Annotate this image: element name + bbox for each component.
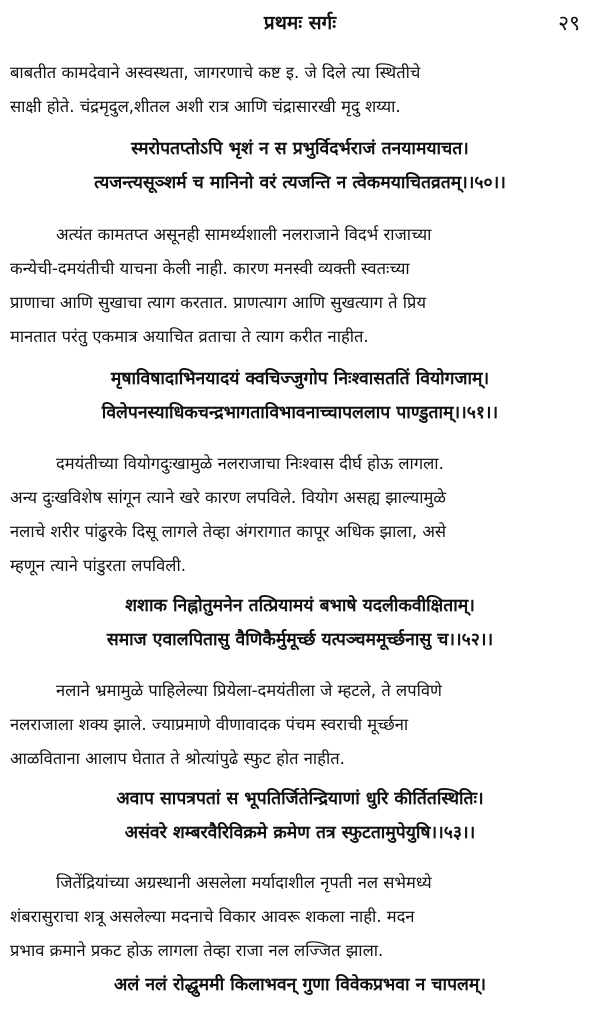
prose-line: अन्य दुःखविशेष सांगून त्याने खरे कारण लपविले. वियोग असह्य झाल्यामुळे [10,488,446,507]
prose-line: म्हणून त्याने पांडुरता लपविली. [10,556,186,575]
prose-line: शंबरासुराचा शत्रू असलेल्या मदनाचे विकार आवरू शकला नाही. मदन [10,907,415,926]
verse-51 [0,362,600,430]
prose-paragraph [0,218,600,354]
prose-line: आळविताना आलाप घेतात ते श्रोत्यांपुढे स्फुट होत नाहीत. [10,749,345,768]
page-header [0,6,600,40]
prose-line: नलाने भ्रमामुळे पाहिलेल्या प्रियेला-दमयंतीला जे म्हटले, ते लपविणे [56,681,442,700]
verse-54 [0,968,600,1002]
prose-line: बाबतीत कामदेवाने अस्वस्थता, जागरणाचे कष्ट इ. जे दिले त्या स्थितीचे [10,63,421,82]
verse-line: मृषाविषादाभिनयादयं क्वचिज्जुगोप निःश्वासततिं वियोगजाम्। [110,369,490,389]
prose-line: साक्षी होते. चंद्रमृदुल,शीतल अशी रात्र आणि चंद्रासारखी मृदु शय्या. [10,97,401,116]
page-number: २९ [558,11,580,35]
prose-line: दमयंतीच्या वियोगदुःखामुळे नलराजाचा निःश्वास दीर्घ होऊ लागला. [56,454,444,473]
prose-paragraph [0,56,600,124]
verse-line: शशाक निह्नोतुमनेन तत्प्रियामयं बभाषे यदलीकवीक्षिताम्। [125,596,475,616]
verse-line: अवाप सापत्रपतां स भूपतिर्जितेन्द्रियाणां धुरि कीर्तितस्थितिः। [116,789,484,809]
prose-paragraph [0,447,600,583]
prose-line: अत्यंत कामतप्त असूनही सामर्थ्यशाली नलराजाने विदर्भ राजाच्या [56,225,432,244]
verse-line: त्यजन्त्यसूञ्शर्म च मानिनो वरं त्यजन्ति न त्वेकमयाचितव्रतम्।।५०।। [94,173,506,193]
verse-line: विलेपनस्याधिकचन्द्रभागताविभावनाच्चापललाप पाण्डुताम्।।५१।। [101,403,499,423]
verse-line: स्मरोपतप्तोऽपि भृशं न स प्रभुर्विदर्भराजं तनयामयाचत। [131,139,469,159]
verse-53 [0,782,600,850]
verse-line: अलं नलं रोद्धुममी किलाभवन् गुणा विवेकप्रभवा न चापलम्। [114,975,486,995]
prose-line: नलराजाला शक्य झाले. ज्याप्रमाणे वीणावादक पंचम स्वराची मूर्च्छना [10,715,409,734]
prose-line: प्रभाव क्रमाने प्रकट होऊ लागला तेव्हा राजा नल लज्जित झाला. [10,941,384,960]
verse-52 [0,589,600,657]
verse-line: समाज एवालपितासु वैणिकैर्मुमूर्च्छ यत्पञ्चममूर्च्छनासु च।।५२।। [106,630,494,650]
prose-line: प्राणाचा आणि सुखाचा त्याग करतात. प्राणत्याग आणि सुखत्याग ते प्रिय [10,293,427,312]
verse-50 [0,132,600,200]
prose-line: कन्येची-दमयंतीची याचना केली नाही. कारण मनस्वी व्यक्ती स्वतःच्या [10,259,410,278]
prose-line: नलाचे शरीर पांढुरके दिसू लागले तेव्हा अंगरागात कापूर अधिक झाला, असे [10,522,447,541]
prose-paragraph [0,866,600,968]
verse-line: असंवरे शम्बरवैरिविक्रमे क्रमेण तत्र स्फुटतामुपेयुषि।।५३।। [124,823,476,843]
prose-paragraph [0,674,600,776]
prose-line: मानतात परंतु एकमात्र अयाचित व्रताचा ते त्याग करीत नाहीत. [10,327,369,346]
prose-line: जितेंद्रियांच्या अग्रस्थानी असलेला मर्यादाशील नृपती नल सभेमध्ये [56,873,432,892]
chapter-title: प्रथमः सर्गः [263,12,337,34]
